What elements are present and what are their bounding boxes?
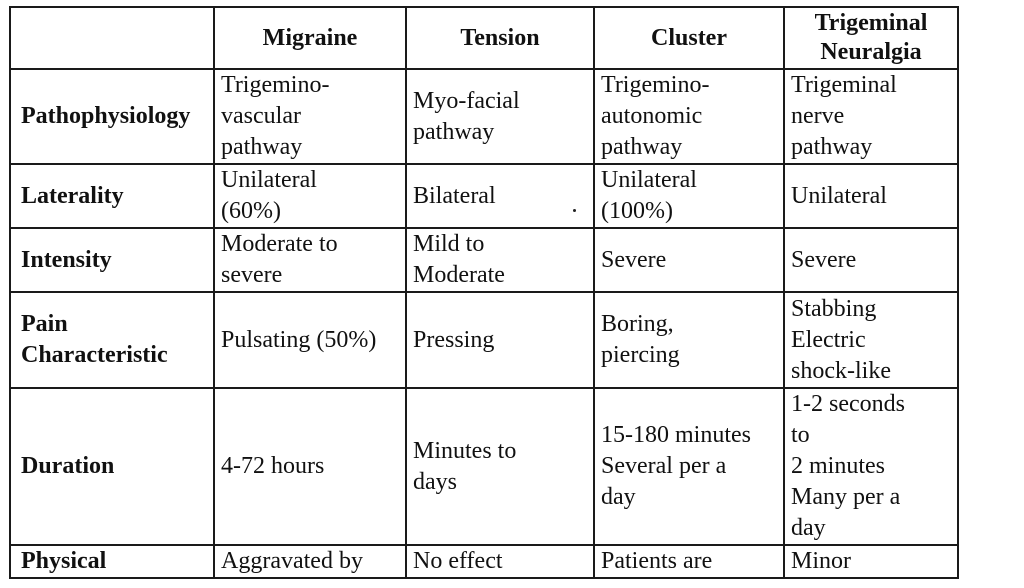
header-trigeminal-neuralgia: Trigeminal Neuralgia — [784, 7, 958, 69]
row-label-pathophysiology: Pathophysiology — [10, 69, 214, 164]
table-row — [10, 228, 958, 292]
table-cell: Unilateral — [784, 164, 958, 228]
table-cell: Myo-facial pathway — [406, 69, 594, 164]
row-label-intensity: Intensity — [10, 228, 214, 292]
table-cell: Trigemino- vascular pathway — [214, 69, 406, 164]
table-cell: Trigeminal nerve pathway — [784, 69, 958, 164]
table-cell: Pressing — [406, 292, 594, 388]
table-cell: Pulsating (50%) — [214, 292, 406, 388]
header-migraine: Migraine — [214, 7, 406, 69]
table-cell: Unilateral (100%) — [594, 164, 784, 228]
table-cell: Moderate to severe — [214, 228, 406, 292]
table-row — [10, 164, 958, 228]
table-cell: 4-72 hours — [214, 388, 406, 545]
table-cell: Boring, piercing — [594, 292, 784, 388]
table-row — [10, 292, 958, 388]
row-label-duration: Duration — [10, 388, 214, 545]
table-cell: Trigemino- autonomic pathway — [594, 69, 784, 164]
table-cell: Severe — [594, 228, 784, 292]
row-label-laterality: Laterality — [10, 164, 214, 228]
table-cell: Minutes to days — [406, 388, 594, 545]
table-cell: Bilateral — [406, 164, 594, 228]
table-cell: Stabbing Electric shock-like — [784, 292, 958, 388]
table-cell: No effect — [406, 545, 594, 578]
table-cell: 15-180 minutes Several per a day — [594, 388, 784, 545]
table-row — [10, 545, 958, 578]
table-cell: Patients are — [594, 545, 784, 578]
header-cluster: Cluster — [594, 7, 784, 69]
table-row — [10, 69, 958, 164]
table-cell: 1-2 seconds to 2 minutes Many per a day — [784, 388, 958, 545]
table-header-row — [10, 7, 958, 69]
headache-comparison-table — [9, 6, 959, 579]
comparison-table-container — [9, 6, 959, 579]
table-cell: Minor — [784, 545, 958, 578]
table-cell: Unilateral (60%) — [214, 164, 406, 228]
table-cell: Severe — [784, 228, 958, 292]
table-cell: Mild to Moderate — [406, 228, 594, 292]
header-tension: Tension — [406, 7, 594, 69]
table-row — [10, 388, 958, 545]
scan-speck — [573, 209, 576, 212]
table-cell: Aggravated by — [214, 545, 406, 578]
header-corner-cell — [10, 7, 214, 69]
row-label-physical: Physical — [10, 545, 214, 578]
row-label-pain-characteristic: Pain Characteristic — [10, 292, 214, 388]
